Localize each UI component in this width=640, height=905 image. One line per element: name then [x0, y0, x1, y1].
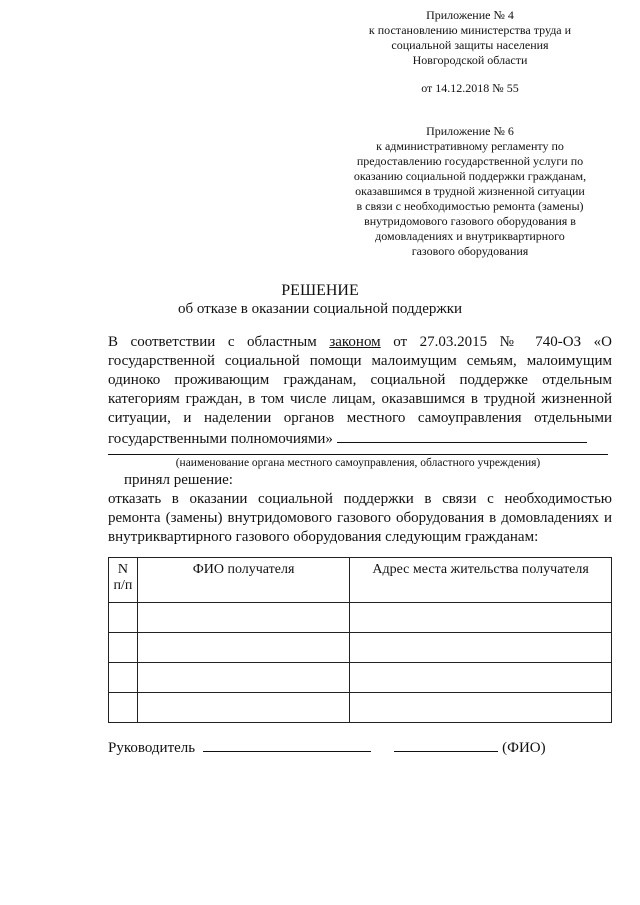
header-number-line: N [117, 562, 128, 577]
table-row [109, 633, 612, 663]
law-paragraph-line: одиноко проживающим гражданам, социальной поддержке отдельным [108, 372, 612, 388]
refusal-line: отказать в оказании социальной поддержки в связи с необходимостью [108, 491, 612, 507]
appendix-6-line: внутридомового газового оборудования в [364, 214, 576, 228]
appendix-4-date: от 14.12.2018 № 55 [421, 81, 519, 95]
law-paragraph [108, 333, 612, 449]
signature-blank[interactable] [203, 737, 371, 752]
refusal-line: ремонта (замены) внутридомового газового оборудования в домовладениях и [108, 510, 612, 526]
recipients-table [108, 557, 612, 723]
table-cell[interactable] [350, 603, 612, 633]
org-name-caption: (наименование органа местного самоуправления, областного учреждения) [175, 457, 541, 469]
header-address: Адрес места жительства получателя [350, 558, 612, 603]
appendix-6-line: оказанию социальной поддержки гражданам, [353, 169, 587, 183]
law-text: государственными полномочиями» [108, 431, 337, 447]
law-paragraph-line: категориям граждан, в том числе лицам, оказавшимся в трудной жизненной [108, 391, 612, 407]
header-name: ФИО получателя [137, 558, 349, 603]
table-cell[interactable] [137, 693, 349, 723]
law-text: В соответствии с областным [108, 334, 330, 350]
appendix-6-line: к административному регламенту по [376, 139, 564, 153]
refusal-paragraph [108, 490, 612, 547]
law-paragraph-line [108, 428, 612, 449]
document-title: РЕШЕНИЕ [281, 282, 359, 299]
table-cell[interactable] [350, 633, 612, 663]
header-number-line: п/п [113, 578, 133, 593]
org-name-blank[interactable] [337, 428, 587, 443]
law-text: от 27.03.2015 № 740-ОЗ «О [380, 334, 613, 350]
appendix-6-line: домовладениях и внутриквартирного [375, 229, 565, 243]
appendix-4-header [330, 8, 610, 96]
law-paragraph-line: государственной социальной помощи малоимущим семьям, малоимущим [108, 353, 612, 369]
appendix-4-line: социальной защиты населения [391, 38, 549, 52]
table-row [109, 693, 612, 723]
fio-blank[interactable] [394, 737, 498, 752]
law-paragraph-line [108, 333, 612, 352]
appendix-6-line: газового оборудования [411, 244, 529, 258]
appendix-4-line: к постановлению министерства труда и [368, 23, 572, 37]
table-row [109, 603, 612, 633]
table-row [109, 663, 612, 693]
table-header-row [109, 558, 612, 603]
table-cell[interactable] [137, 633, 349, 663]
law-paragraph-line: ситуации, и наделении органов местного самоуправления отдельными [108, 410, 612, 426]
table-cell[interactable] [109, 693, 138, 723]
table-cell[interactable] [350, 693, 612, 723]
signature-line [108, 737, 546, 757]
appendix-6-line: в связи с необходимостью ремонта (замены) [356, 199, 584, 213]
table-cell[interactable] [109, 603, 138, 633]
decision-label: принял решение: [124, 472, 233, 488]
appendix-4-title: Приложение № 4 [426, 8, 514, 22]
appendix-6-title: Приложение № 6 [426, 124, 514, 138]
table-cell[interactable] [109, 663, 138, 693]
table-cell[interactable] [137, 663, 349, 693]
table-cell[interactable] [109, 633, 138, 663]
org-name-line[interactable] [108, 453, 608, 455]
appendix-4-line: Новгородской области [412, 53, 528, 67]
refusal-line: внутриквартирного газового оборудования следующим гражданам: [108, 529, 539, 545]
table-cell[interactable] [350, 663, 612, 693]
header-number [109, 558, 138, 603]
signature-label: Руководитель [108, 740, 196, 756]
document-subtitle: об отказе в оказании социальной поддержки [177, 301, 463, 317]
law-link[interactable]: законом [329, 334, 381, 350]
appendix-6-line: предоставлению государственной услуги по [356, 154, 584, 168]
table-cell[interactable] [137, 603, 349, 633]
appendix-6-header [330, 124, 610, 259]
appendix-6-line: оказавшимся в трудной жизненной ситуации [355, 184, 585, 198]
fio-label: (ФИО) [502, 740, 546, 756]
